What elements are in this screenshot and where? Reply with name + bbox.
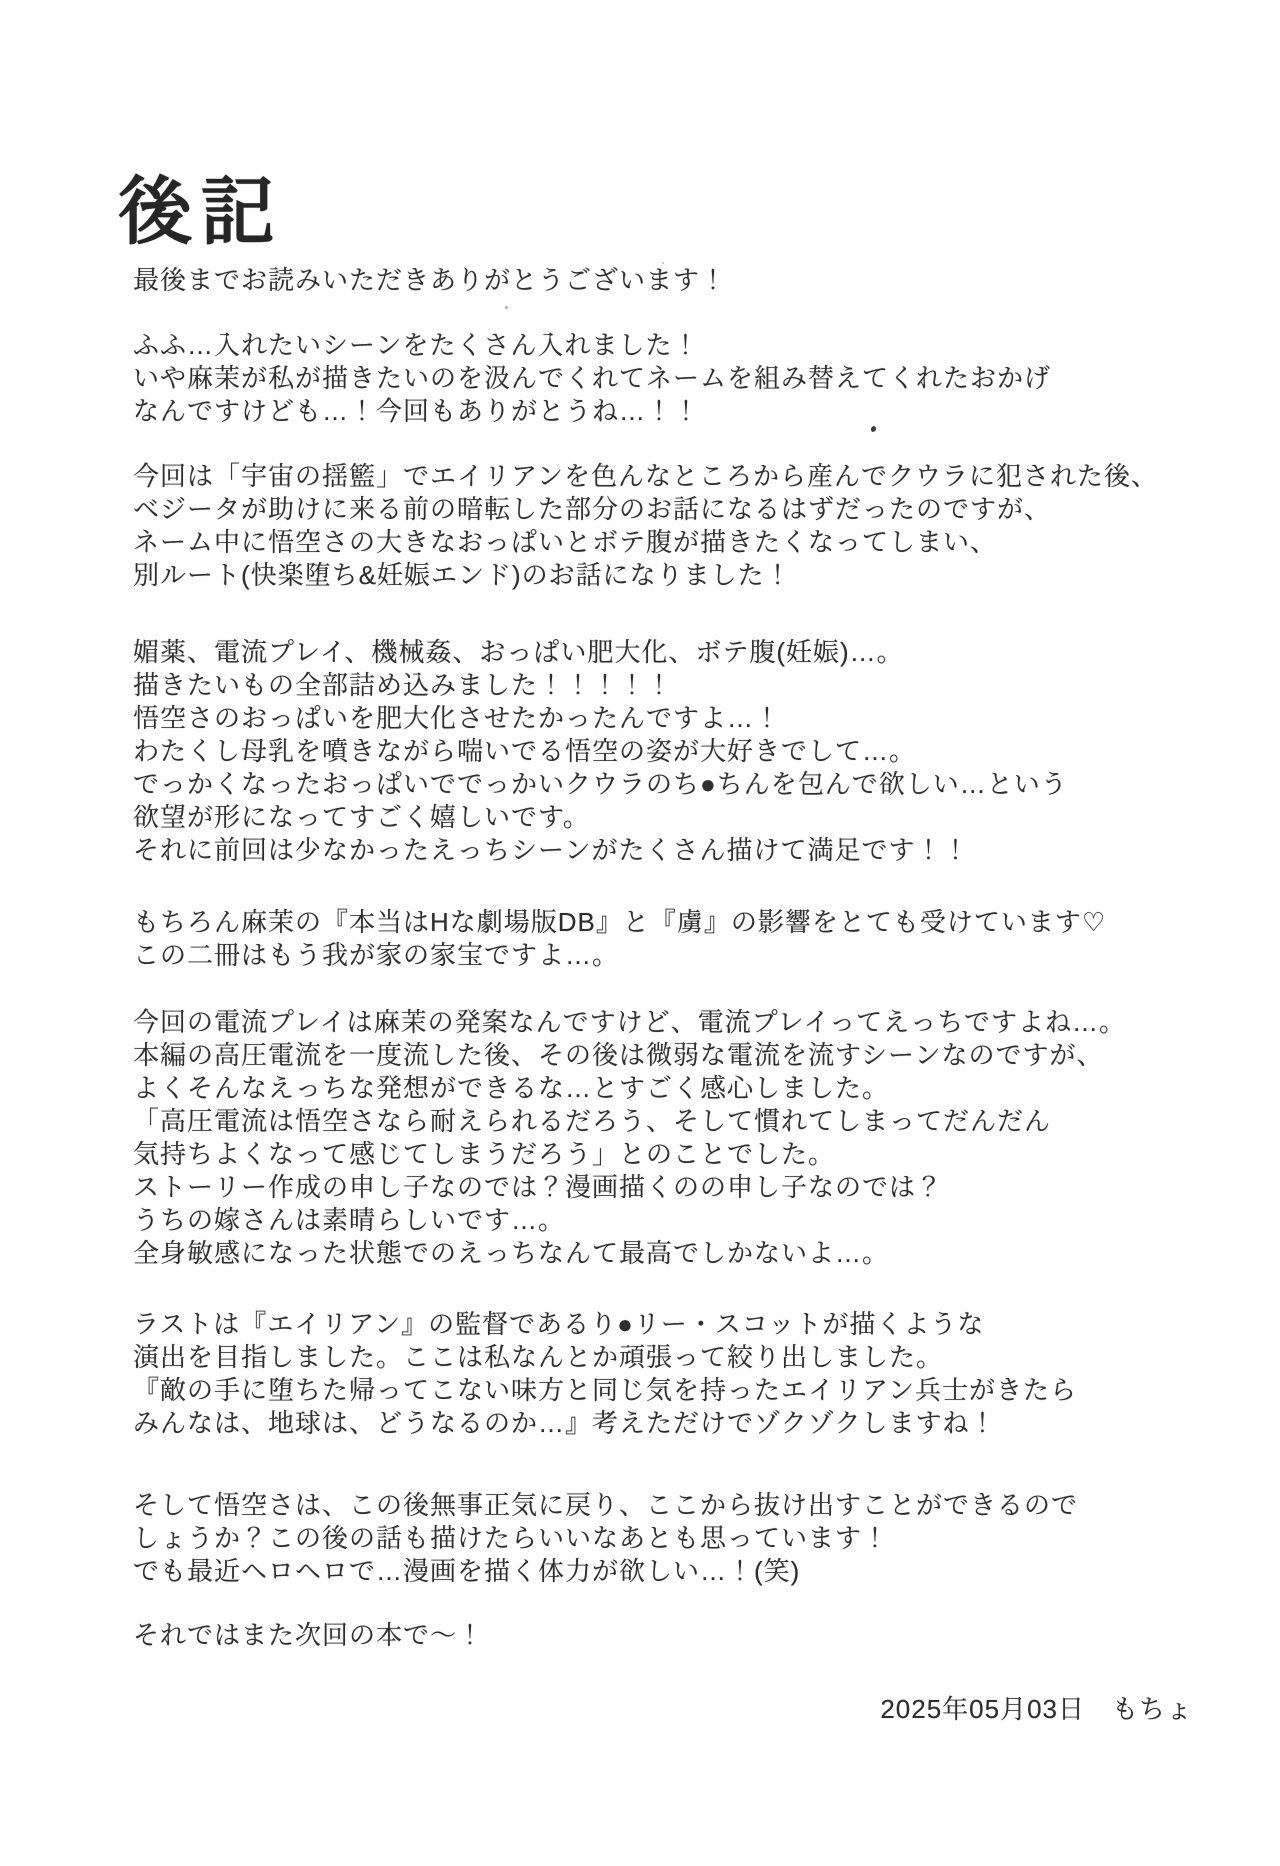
text-line: 全身敏感になった状態でのえっちなんて最高でしかないよ…。 — [133, 1238, 890, 1268]
text-line: 気持ちよくなって感じてしまうだろう」とのことでした。 — [133, 1139, 836, 1169]
text-line: ベジータが助けに来る前の暗転した部分のお話になるはずだったのですが、 — [133, 494, 1052, 524]
text-line: みんなは、地球は、どうなるのか…』考えただけでゾクゾクしますね！ — [133, 1408, 997, 1438]
text-line: 今回の電流プレイは麻茉の発案なんですけど、電流プレイってえっちですよね…。 — [133, 1007, 1127, 1037]
text-line: ふふ…入れたいシーンをたくさん入れました！ — [133, 330, 700, 360]
text-line: 今回は「宇宙の揺籃」でエイリアンを色んなところから産んでクウラに犯された後、 — [133, 461, 1158, 491]
text-line: 演出を目指しました。ここは私なんとか頑張って絞り出しました。 — [133, 1342, 944, 1372]
text-line: 描きたいもの全部詰め込みました！！！！！ — [133, 670, 674, 700]
paragraph-story-route — [133, 460, 1251, 592]
paragraph-thanks — [133, 264, 1251, 297]
text-line: しょうか？この後の話も描けたらいいなあとも思っています！ — [133, 1523, 890, 1553]
text-line: 「高圧電流は悟空さなら耐えられるだろう、そして慣れてしまってだんだん — [133, 1106, 1052, 1136]
text-line: それに前回は少なかったえっちシーンがたくさん描けて満足です！！ — [133, 835, 970, 865]
text-line: でも最近ヘロヘロで…漫画を描く体力が欲しい…！(笑) — [133, 1556, 801, 1586]
text-line: 別ルート(快楽堕ち&妊娠エンド)のお話になりました！ — [133, 560, 792, 590]
paragraph-scenes — [133, 329, 1251, 428]
scan-speck — [505, 306, 508, 309]
text-line: この二冊はもう我が家の家宝ですよ…。 — [133, 940, 620, 970]
text-line: 本編の高圧電流を一度流した後、その後は微弱な電流を流すシーンなのですが、 — [133, 1040, 1104, 1070]
text-line: もちろん麻茉の『本当はHな劇場版DB』と『虜』の影響をとても受けています♡ — [133, 907, 1107, 937]
text-line: それではまた次回の本で〜！ — [133, 1620, 485, 1650]
paragraph-last-scene — [133, 1308, 1251, 1440]
text-line: ネーム中に悟空さの大きなおっぱいとボテ腹が描きたくなってしまい、 — [133, 527, 998, 557]
paragraph-influence — [133, 906, 1251, 972]
text-line: いや麻茉が私が描きたいのを汲んでくれてネームを組み替えてくれたおかげ — [133, 363, 1052, 393]
paragraph-contents — [133, 636, 1251, 867]
text-line: 媚薬、電流プレイ、機械姦、おっぱい肥大化、ボテ腹(妊娠)…。 — [133, 637, 904, 667]
scan-speck — [662, 262, 664, 264]
page-title: 後記 — [118, 171, 284, 254]
text-line: 『敵の手に堕ちた帰ってこない味方と同じ気を持ったエイリアン兵士がきたら — [133, 1375, 1077, 1405]
paragraph-denryu-play — [133, 1006, 1251, 1270]
text-line: ストーリー作成の申し子なのでは？漫画描くのの申し子なのでは？ — [133, 1172, 944, 1202]
scan-speck — [870, 425, 877, 433]
signature-line: 2025年05月03日 もちょ — [880, 1694, 1193, 1724]
text-line: ラストは『エイリアン』の監督であるり●リー・スコットが描くような — [133, 1309, 985, 1339]
paragraph-closing — [133, 1619, 1251, 1652]
text-line: なんですけども…！今回もありがとうね…！！ — [133, 396, 701, 426]
text-line: そして悟空さは、この後無事正気に戻り、ここから抜け出すことができるので — [133, 1490, 1079, 1520]
text-line: わたくし母乳を噴きながら喘いでる悟空の姿が大好きでして…。 — [133, 736, 917, 766]
text-line: 最後までお読みいただきありがとうございます！ — [133, 265, 728, 295]
text-line: うちの嫁さんは素晴らしいです…。 — [133, 1205, 566, 1235]
text-line: 悟空さのおっぱいを肥大化させたかったんですよ…！ — [133, 703, 782, 733]
text-line: でっかくなったおっぱいででっかいクウラのち●ちんを包んで欲しい…という — [133, 769, 1068, 799]
text-line: よくそんなえっちな発想ができるな…とすごく感心しました。 — [133, 1073, 890, 1103]
paragraph-future — [133, 1489, 1251, 1588]
text-line: 欲望が形になってすごく嬉しいです。 — [133, 802, 590, 832]
